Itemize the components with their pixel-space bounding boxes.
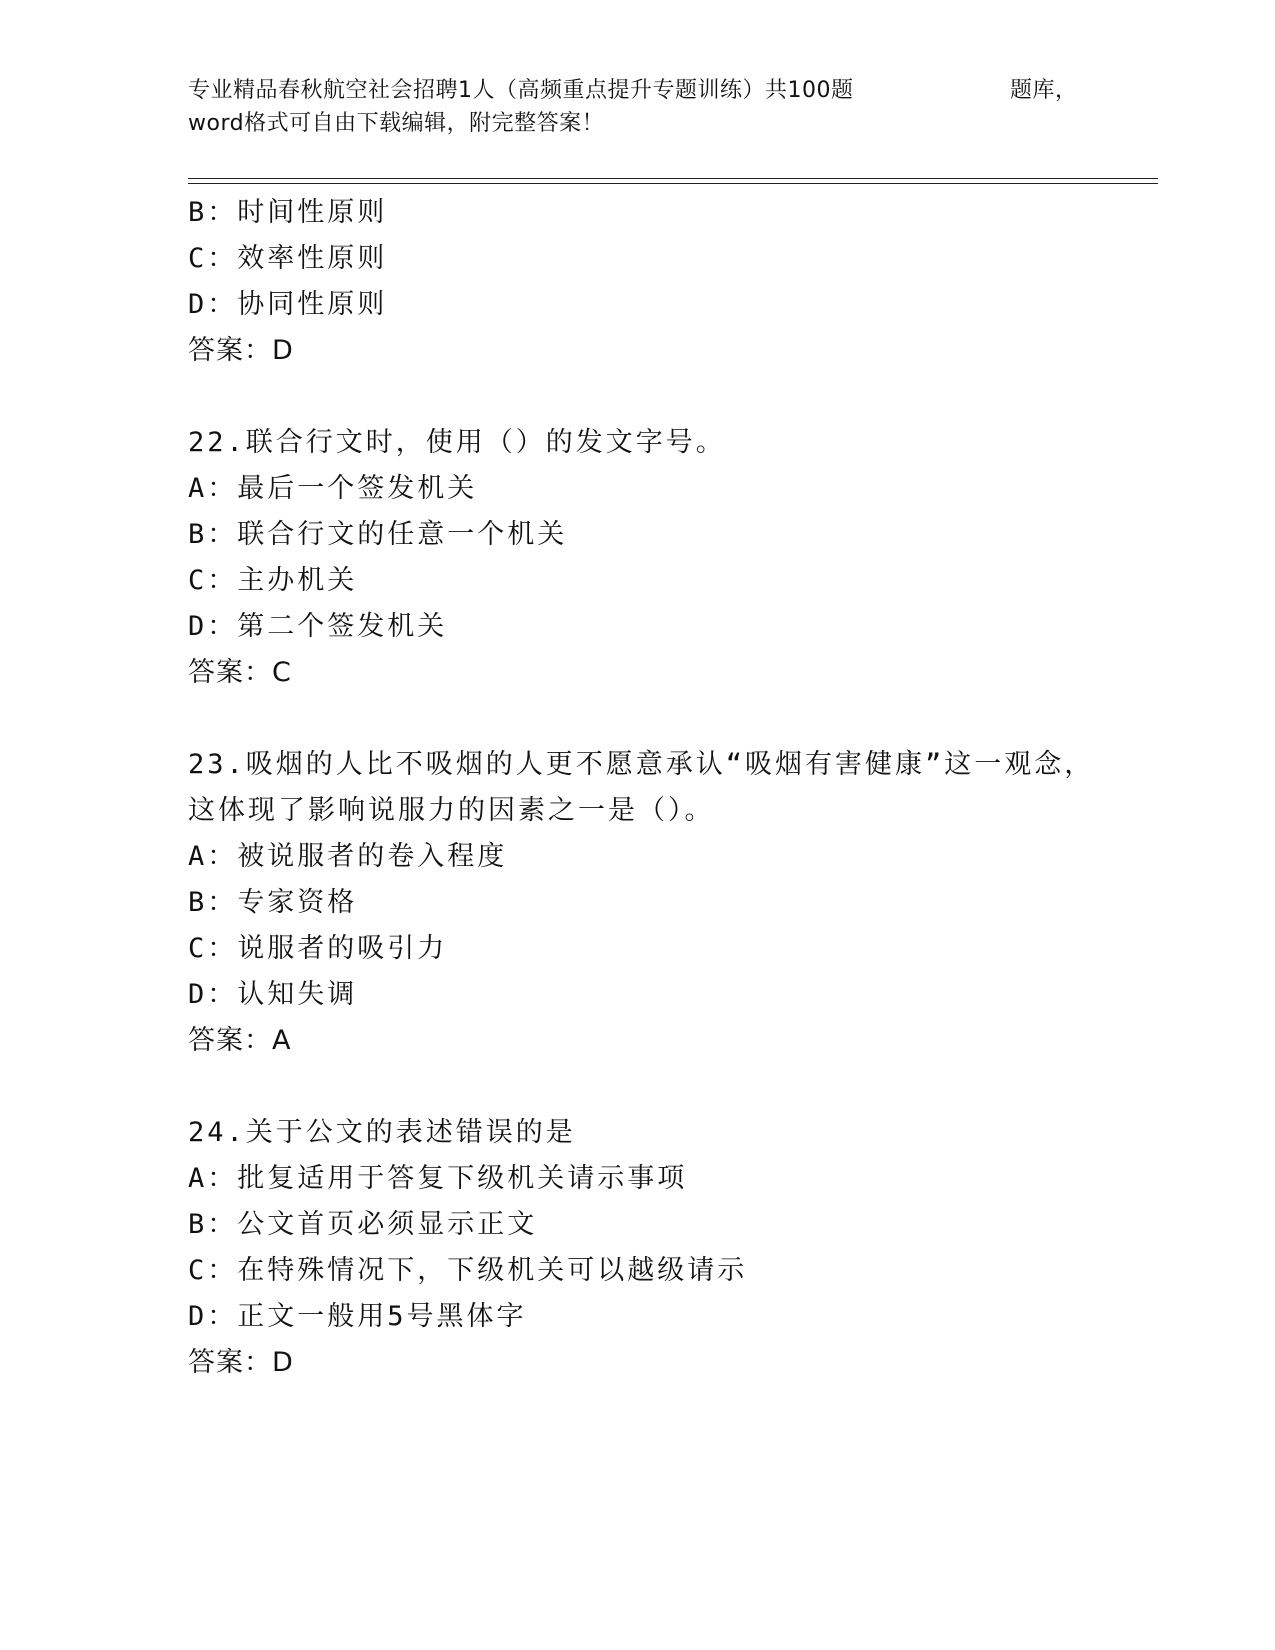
option-b: B：时间性原则 — [188, 197, 388, 228]
option-a: A：批复适用于答复下级机关请示事项 — [188, 1163, 688, 1194]
answer-line: 答案：A — [188, 1025, 292, 1056]
document-header — [188, 74, 1088, 140]
option-b: B：公文首页必须显示正文 — [188, 1209, 538, 1240]
option-c: C：说服者的吸引力 — [188, 933, 448, 964]
option-a: A：被说服者的卷入程度 — [188, 841, 508, 872]
answer-line: 答案：D — [188, 335, 294, 366]
question-block-23 — [188, 742, 1148, 1064]
header-divider-top — [188, 178, 1158, 179]
header-title-suffix: 题库， — [1010, 78, 1078, 103]
question-text: 23.吸烟的人比不吸烟的人更不愿意承认“吸烟有害健康”这一观念， — [188, 749, 1095, 780]
option-a: A：最后一个签发机关 — [188, 473, 478, 504]
question-block-22 — [188, 420, 1148, 696]
question-block-21 — [188, 190, 1148, 374]
option-d: D：协同性原则 — [188, 289, 388, 320]
question-list — [188, 190, 1148, 1386]
answer-line: 答案：C — [188, 657, 292, 688]
spacer — [188, 1064, 1148, 1110]
option-b: B：联合行文的任意一个机关 — [188, 519, 568, 550]
option-d: D：正文一般用5号黑体字 — [188, 1301, 527, 1332]
option-d: D：认知失调 — [188, 979, 358, 1010]
option-c: C：效率性原则 — [188, 243, 388, 274]
header-subtitle: word格式可自由下载编辑，附完整答案！ — [188, 111, 605, 136]
option-c: C：主办机关 — [188, 565, 358, 596]
question-text-continued: 这体现了影响说服力的因素之一是（）。 — [188, 795, 715, 826]
spacer — [188, 696, 1148, 742]
option-d: D：第二个签发机关 — [188, 611, 448, 642]
option-c: C：在特殊情况下，下级机关可以越级请示 — [188, 1255, 748, 1286]
header-title: 专业精品春秋航空社会招聘1人（高频重点提升专题训练）共100题 — [188, 78, 854, 103]
header-divider-bottom — [188, 183, 1158, 184]
answer-line: 答案：D — [188, 1347, 294, 1378]
question-text: 24.关于公文的表述错误的是 — [188, 1117, 576, 1148]
option-b: B：专家资格 — [188, 887, 358, 918]
question-text: 22.联合行文时，使用（）的发文字号。 — [188, 427, 726, 458]
question-block-24 — [188, 1110, 1148, 1386]
spacer — [188, 374, 1148, 420]
header-title-line — [188, 74, 1088, 107]
